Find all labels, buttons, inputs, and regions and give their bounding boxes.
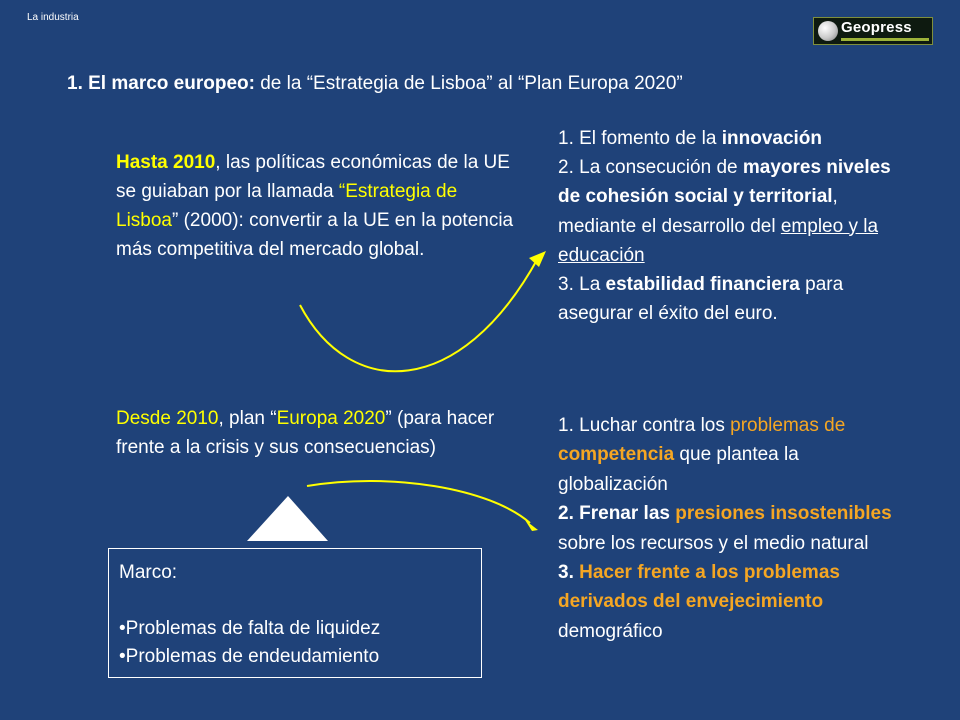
lisboa-goal-1: 1. El fomento de la innovación [558, 128, 823, 149]
lisboa-strategy: “Estrategia de Lisboa [116, 181, 458, 231]
lisboa-goal-3: 3. La estabilidad financiera para asegurar el éxito del euro. [558, 274, 844, 325]
logo-text: Geopress [841, 19, 912, 36]
title-prefix: 1. El marco europeo: [67, 73, 255, 94]
europa-goal-3: 3. Hacer frente a los problemas derivados del envejecimiento demográfico [558, 562, 840, 642]
arrow-lisboa [300, 258, 538, 371]
marco-item: •Problemas de endeudamiento [119, 646, 380, 667]
europa-year: Desde 2010 [116, 408, 219, 429]
arrow-europa [307, 481, 530, 523]
triangle-pointer [247, 496, 328, 541]
title-rest: de la “Estrategia de Lisboa” al “Plan Europa 2020” [254, 73, 683, 94]
marco-spacer [119, 587, 481, 615]
europa-text-1: , plan “ [218, 408, 277, 429]
arrowhead-europa [525, 520, 538, 531]
lisboa-goal-2: 2. La consecución de mayores niveles de cohesión social y territorial, mediante el desarrollo del empleo y la educación [558, 157, 891, 266]
europa-goal-1: 1. Luchar contra los problemas de competencia que plantea la globalización [558, 415, 846, 495]
marco-box [108, 548, 482, 678]
marco-title: Marco: [119, 562, 178, 583]
europa-goal-2: 2. Frenar las presiones insostenibles sobre los recursos y el medio natural [558, 503, 892, 554]
arrowhead-lisboa [529, 251, 546, 267]
lisboa-year: Hasta 2010 [116, 152, 216, 173]
europa-plan: Europa 2020 [276, 408, 386, 429]
europa-text-2: ” (para hacer frente a la crisis y sus consecuencias) [116, 408, 495, 458]
lisboa-text-2: ” (2000): convertir a la UE en la potencia más competitiva del mercado global. [116, 210, 514, 260]
section-label: La industria [27, 12, 79, 23]
marco-item: •Problemas de falta de liquidez [119, 618, 381, 639]
lisboa-text-1: , las políticas económicas de la UE se guiaban por la llamada [116, 152, 510, 202]
